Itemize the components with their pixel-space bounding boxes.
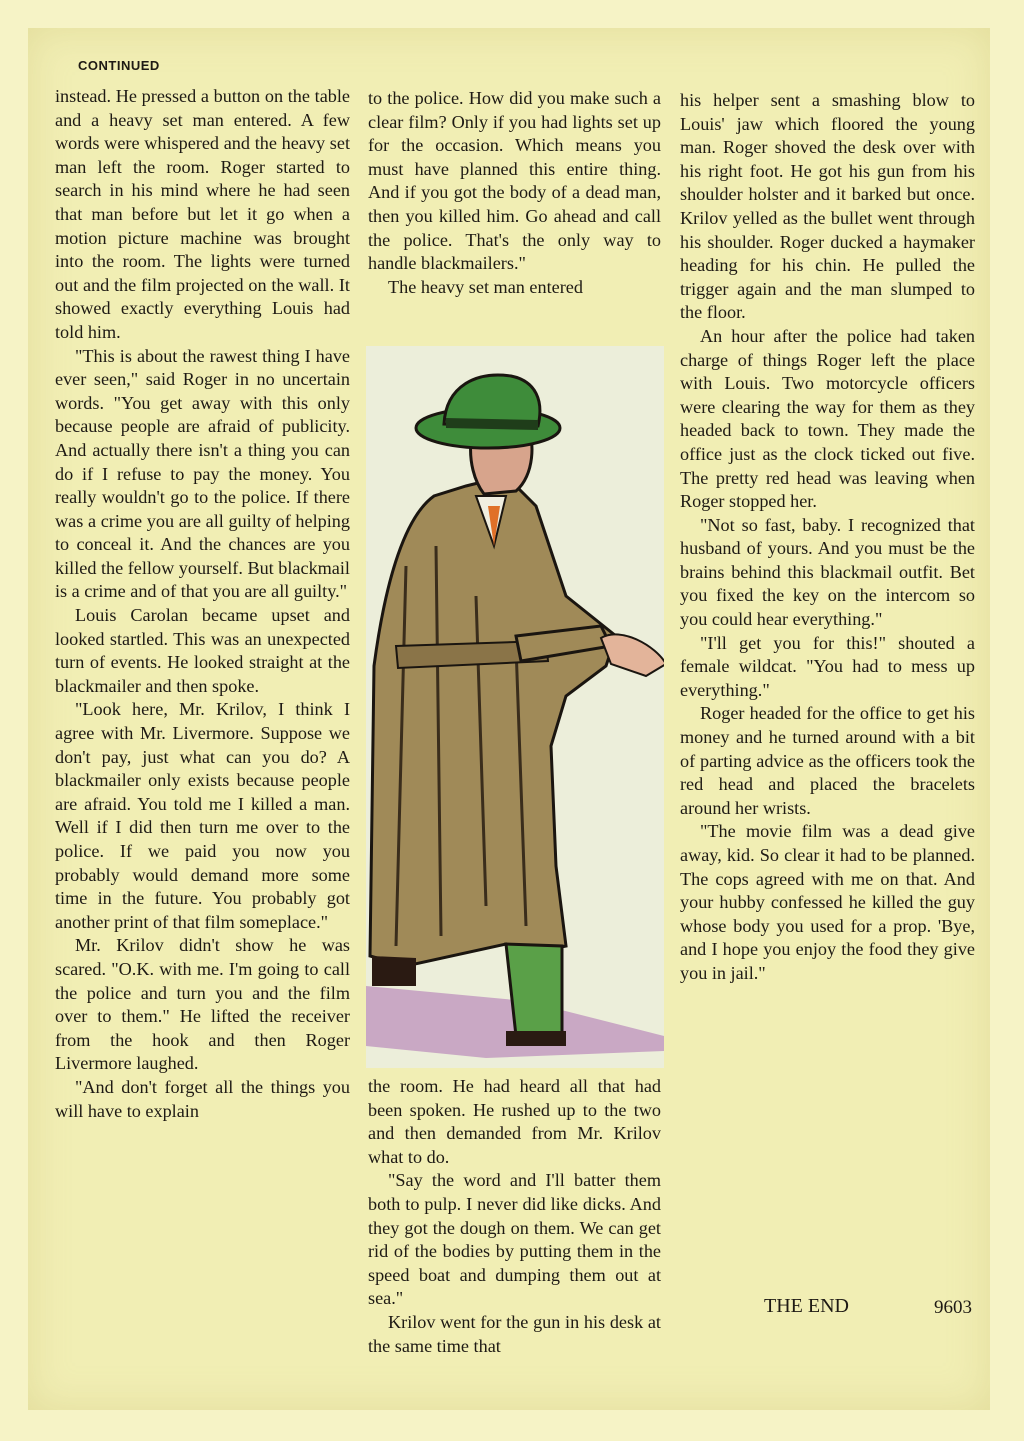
paragraph: "And don't forget all the things you will have to explain [55, 1076, 350, 1121]
paragraph: the room. He had heard all that had been spoken. He rushed up to the two and then demanded from Mr. Krilov what to do. [368, 1076, 661, 1167]
paragraph: "Not so fast, baby. I recognized that husband of yours. And you must be the brains behind this blackmail outfit. Bet you fixed the key on the intercom so you could hear everything." [680, 514, 975, 630]
story-column-2-bottom [368, 1075, 661, 1358]
story-column-1 [55, 85, 350, 1123]
illustration-svg [366, 346, 664, 1068]
paragraph: to the police. How did you make such a clear film? Only if you had lights set up for the occasion. Which means you must have planned this entire thing. And if you got the body of a dead man, then you killed him. Go ahead and call the police. That's the only way to handle blackmailers." [368, 88, 661, 274]
story-column-3 [680, 89, 975, 986]
paragraph: "The movie film was a dead give away, kid. So clear it had to be planned. The cops agreed with me on that. And your hubby confessed he killed the guy whose body you used for a prop. 'Bye, and I hope you enjoy the food they give you in jail." [680, 821, 975, 983]
trenchcoat-man-illustration [366, 346, 664, 1068]
paragraph: "I'll get you for this!" shouted a female wildcat. "You had to mess up everything." [680, 632, 975, 700]
paragraph: "Say the word and I'll batter them both to pulp. I never did like dicks. And they got the dough on them. We can get rid of the bodies by putting them in the speed boat and dumping them out at sea." [368, 1170, 661, 1309]
paragraph: "Look here, Mr. Krilov, I think I agree with Mr. Livermore. Suppose we don't pay, just what can you do? A blackmailer only exists because people are afraid. You told me I killed a man. Well if I did then turn me over to the police. If we paid you now you probably would demand more some time in the future. You probably got another print of that film someplace." [55, 699, 350, 932]
story-column-2-top [368, 87, 661, 299]
paragraph: Krilov went for the gun in his desk at the same time that [368, 1311, 661, 1356]
page-number: 9603 [934, 1297, 972, 1318]
paragraph: Mr. Krilov didn't show he was scared. "O.K. with me. I'm going to call the police and turn you and the film over to them." He lifted the receiver from the hook and then Roger Livermore laughed. [55, 935, 350, 1074]
paragraph: Roger headed for the office to get his money and he turned around with a bit of parting advice as the officers took the red head and placed the bracelets around her wrists. [680, 703, 975, 818]
paragraph: Louis Carolan became upset and looked startled. This was an unexpected turn of events. He looked straight at the blackmailer and then spoke. [55, 605, 350, 696]
continued-label: CONTINUED [78, 58, 160, 73]
the-end-label: THE END [764, 1295, 849, 1317]
paragraph: "This is about the rawest thing I have ever seen," said Roger in no uncertain words. "You get away with this only because people are afraid of publicity. And actually there isn't a thing you can do if I refuse to pay the money. You really wouldn't go to the police. If there was a crime you are all guilty of helping to conceal it. And the chances are you killed the fellow yourself. But blackmail is a crime and of that you are all guilty." [55, 345, 350, 602]
paragraph: An hour after the police had taken charge of things Roger left the place with Louis. Two motorcycle officers were clearing the way for them as they headed back to town. They made the office just as the clock ticked out five. The pretty red head was leaving when Roger stopped her. [680, 325, 975, 512]
paragraph: instead. He pressed a button on the table and a heavy set man entered. A few words were whispered and the heavy set man left the room. Roger started to search in his mind where he had seen that man before but let it go when a motion picture machine was brought into the room. The lights were turned out and the film projected on the wall. It showed exactly everything Louis had told him. [55, 86, 350, 342]
paragraph: The heavy set man entered [388, 276, 583, 297]
paragraph: his helper sent a smashing blow to Louis' jaw which floored the young man. Roger shoved the desk over with his right foot. He got his gun from his shoulder holster and it barked but once. Krilov yelled as the bullet went through his shoulder. Roger ducked a haymaker heading for his chin. He pulled the trigger again and the man slumped to the floor. [680, 90, 975, 323]
